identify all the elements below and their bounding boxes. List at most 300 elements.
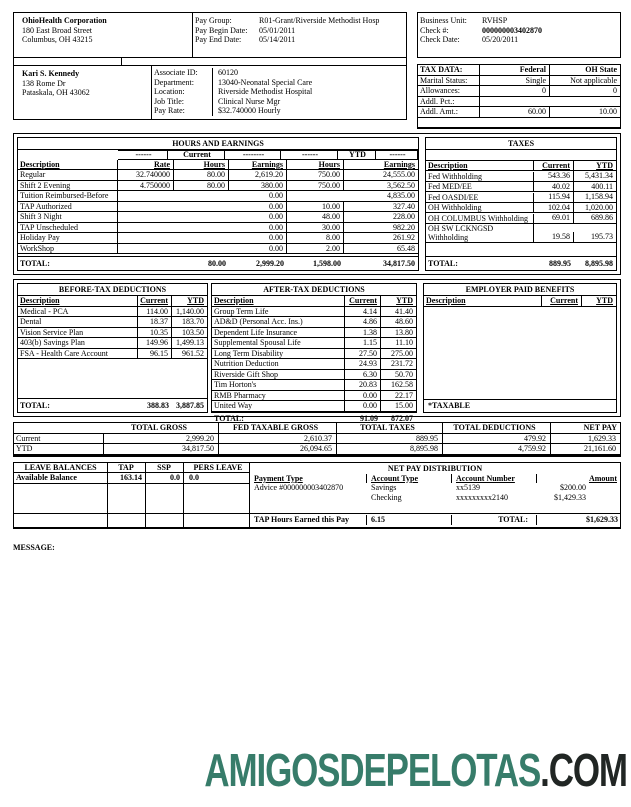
table-cell: 0.00 [229, 191, 287, 201]
table-cell: $1,629.33 [586, 515, 618, 525]
table-cell: 543.36 [534, 171, 574, 181]
table-cell: 26,094.65 [219, 444, 337, 454]
table-cell: 8,895.98 [337, 444, 443, 454]
table-cell: $32.740000 Hourly [212, 106, 406, 116]
table-cell: Hours [174, 160, 229, 170]
table-cell: 0.00 [345, 391, 381, 401]
table-cell: 5,431.34 [585, 171, 613, 180]
after-tax-row [212, 370, 416, 381]
table-cell: 69.01 [534, 213, 574, 223]
table-cell: 34,817.50 [104, 444, 219, 454]
table-cell: SSP [146, 463, 184, 473]
table-cell: TAP Hours Earned this Pay [250, 515, 367, 525]
table-cell: Federal [480, 65, 550, 75]
tax-data-row [418, 76, 620, 87]
table-cell: Account Number [452, 474, 537, 484]
table-cell: 103.50 [182, 327, 204, 337]
table-cell: 149.96 [138, 338, 172, 348]
hours-earnings-row [18, 212, 418, 223]
table-cell: TOTAL: [452, 515, 537, 525]
table-cell: 20.83 [345, 380, 381, 390]
leave-balances-table [14, 463, 250, 527]
table-cell: 10.35 [138, 328, 172, 338]
table-cell: 1,140.00 [176, 306, 204, 316]
table-cell: 10.00 [287, 202, 344, 212]
after-tax-row [212, 338, 416, 349]
table-cell: 1,629.33 [588, 433, 616, 443]
taxes-spacer [426, 150, 616, 161]
table-cell: 60120 [212, 68, 406, 78]
table-cell: Pay Group: [195, 16, 232, 25]
table-cell: 80.00 [174, 170, 229, 180]
table-cell: 2,999.20 [256, 258, 284, 268]
after-tax-deductions-table [211, 283, 417, 424]
table-cell: LEAVE BALANCES [14, 463, 108, 473]
table-cell: OH Withholding [426, 203, 534, 212]
table-cell: Nutrition Deduction [212, 359, 345, 369]
associate-info-table [152, 68, 406, 116]
table-cell: 2,610.37 [219, 434, 337, 444]
table-cell: 1,598.00 [313, 258, 341, 268]
after-tax-row [212, 359, 416, 370]
table-cell: RVHSP [482, 16, 508, 25]
tax-data-row [418, 97, 620, 108]
table-cell: 388.83 [147, 400, 169, 410]
table-cell: 24.93 [345, 359, 381, 369]
after-tax-rows [212, 307, 416, 412]
taxes-row [426, 182, 616, 193]
table-cell: Description [18, 296, 138, 306]
employer-benefits-title: EMPLOYER PAID BENEFITS [424, 284, 616, 296]
leave-netpay-band [13, 462, 621, 529]
taxes-row [426, 171, 616, 182]
associate-info-row [152, 68, 406, 78]
table-cell: 1.15 [345, 338, 381, 348]
table-cell: 32.740000 [118, 170, 174, 180]
header-right-column [417, 12, 621, 129]
table-cell: TAP [108, 463, 146, 473]
table-cell: 114.00 [138, 307, 172, 317]
employer-benefits-header-row [424, 296, 616, 307]
earnings-taxes-band [13, 133, 621, 275]
associate-info-row [152, 106, 406, 116]
pay-info-row [193, 35, 406, 45]
table-cell: ------ [118, 150, 168, 160]
net-pay-distribution-table [250, 463, 620, 527]
table-cell: 96.15 [138, 349, 172, 359]
table-cell: 889.95 [549, 258, 571, 268]
table-cell: Tim Horton's [212, 380, 345, 390]
npd-header-row [250, 474, 620, 484]
table-cell: 183.70 [182, 317, 204, 326]
taxes-header-row [426, 161, 616, 172]
table-cell: YTD [187, 296, 204, 305]
table-cell: 41.40 [395, 306, 413, 316]
table-cell: $1,429.33 [554, 492, 586, 502]
table-cell: 13.80 [395, 327, 413, 337]
table-cell: 05/14/2011 [259, 35, 296, 44]
table-cell: Current [542, 296, 582, 306]
before-tax-row [18, 349, 207, 360]
table-cell: 0.00 [229, 244, 287, 254]
table-cell: Addl. Amt.: [418, 107, 480, 117]
hours-earnings-row [18, 244, 418, 255]
taxes-total [426, 256, 616, 270]
employee-address-line1: 138 Rome Dr [22, 78, 66, 88]
taxes-rows [426, 171, 616, 243]
table-cell: 102.04 [534, 203, 574, 213]
watermark-brand: AMIGOSDEPELOTAS [204, 744, 541, 796]
table-cell: Check Date: [420, 35, 460, 44]
table-cell: Earnings [383, 159, 415, 169]
table-cell: 19.58 [534, 232, 574, 242]
table-cell: Associate ID: [154, 68, 198, 77]
table-cell: Amount [588, 473, 617, 483]
table-cell: xx5139 [456, 483, 480, 492]
tax-data-row [418, 86, 620, 97]
company-address-line1: 180 East Broad Street [22, 25, 92, 35]
table-cell: Tuition Reimbursed-Before [18, 191, 118, 201]
employee-name: Kari S. Kennedy [22, 69, 80, 78]
hours-earnings-row [18, 233, 418, 244]
after-tax-row [212, 391, 416, 402]
table-cell: Dependent Life Insurance [212, 328, 345, 338]
table-cell: Clinical Nurse Mgr [212, 97, 406, 107]
table-cell: 6.15 [367, 515, 452, 525]
taxes-table [425, 137, 617, 271]
company-box [13, 12, 193, 58]
table-cell: 275.00 [391, 348, 413, 358]
employee-box [13, 66, 152, 120]
table-cell: 15.00 [395, 401, 413, 410]
table-cell: Current [534, 161, 574, 171]
table-cell: 0 [613, 86, 617, 95]
table-cell: Hours [287, 160, 344, 170]
table-cell: TOTAL TAXES [337, 423, 443, 433]
company-name: OhioHealth Corporation [22, 16, 107, 25]
table-cell: 60.00 [480, 107, 550, 117]
table-cell: Payment Type [250, 474, 367, 484]
taxes-row [426, 192, 616, 203]
table-cell: Fed Withholding [426, 172, 534, 181]
table-cell: 115.94 [534, 192, 574, 202]
table-cell: 30.00 [287, 223, 344, 233]
before-tax-row [18, 328, 207, 339]
company-address-line2: Columbus, OH 43215 [22, 35, 93, 44]
watermark [205, 744, 627, 796]
npd-rows [250, 483, 620, 502]
table-cell: 65.48 [397, 243, 415, 253]
table-cell: Description [18, 160, 118, 170]
leave-row [14, 473, 249, 484]
table-cell: Dental [18, 317, 138, 327]
table-cell: Long Term Disability [212, 349, 345, 359]
table-cell: TOTAL: [20, 400, 50, 410]
table-cell: 1,020.00 [585, 202, 613, 212]
after-tax-row [212, 328, 416, 339]
taxes-header [426, 161, 616, 172]
table-cell: TOTAL DEDUCTIONS [443, 423, 551, 433]
table-cell: 961.52 [182, 348, 204, 358]
npd-row [250, 483, 620, 493]
hours-earnings-group-header [18, 150, 418, 160]
hours-earnings-row [18, 191, 418, 202]
table-cell: Pay Rate: [154, 106, 185, 115]
table-cell: TAP Unscheduled [18, 223, 118, 233]
table-cell: 982.20 [393, 222, 415, 232]
employer-paid-benefits-table [423, 283, 617, 413]
hours-earnings-total [18, 256, 418, 270]
tax-data-header-row [418, 65, 620, 76]
table-cell: Check #: [420, 25, 449, 35]
table-cell: 11.10 [395, 338, 413, 347]
check-info-row [418, 16, 620, 26]
hours-earnings-group-row [18, 150, 418, 160]
table-cell: Current [138, 296, 172, 306]
table-cell: Riverside Gift Shop [212, 370, 345, 380]
table-cell: 91.09 [360, 414, 378, 424]
table-cell: 0.00 [229, 212, 287, 222]
table-cell: 27.50 [345, 349, 381, 359]
table-cell: Department: [154, 77, 194, 87]
before-tax-rows [18, 307, 207, 360]
table-cell: TAX DATA: [418, 65, 480, 75]
npd-header [250, 474, 620, 484]
summary-header-row [14, 423, 620, 434]
table-cell: 689.86 [591, 213, 613, 222]
table-cell: Available Balance [14, 473, 108, 483]
table-cell: 2,619.20 [229, 170, 287, 180]
table-cell: AD&D (Personal Acc. Ins.) [212, 317, 345, 327]
before-tax-row [18, 317, 207, 328]
message-label: MESSAGE: [13, 542, 55, 552]
table-cell: WorkShop [18, 244, 118, 254]
table-cell: 3,887.85 [176, 400, 204, 410]
table-cell: Allowances: [418, 86, 480, 96]
table-cell: Current [168, 150, 225, 160]
table-cell: 889.95 [337, 434, 443, 444]
table-cell: United Way [212, 401, 345, 411]
npd-row [250, 493, 620, 503]
table-cell: ------ [281, 150, 338, 160]
table-cell: Supplemental Spousal Life [212, 338, 345, 348]
associate-info-row [152, 87, 406, 97]
taxes-row [426, 224, 616, 243]
table-cell: 21,161.60 [584, 444, 616, 453]
tax-data-rows [418, 76, 620, 129]
hours-earnings-table [17, 137, 419, 271]
leave-rows [14, 473, 249, 484]
table-cell: YTD [596, 160, 613, 170]
hours-earnings-row [18, 181, 418, 192]
table-cell: 50.70 [395, 369, 413, 379]
table-cell: Fed MED/EE [426, 182, 534, 191]
table-cell: Description [426, 161, 534, 170]
table-cell: 380.00 [229, 181, 287, 191]
table-cell: 4,759.92 [443, 444, 551, 454]
table-cell: Business Unit: [420, 16, 467, 25]
before-tax-row [18, 338, 207, 349]
before-tax-header [18, 296, 207, 307]
table-cell: TOTAL: [214, 414, 244, 424]
table-cell: TOTAL GROSS [104, 423, 219, 433]
taxes-spacer-row [426, 150, 616, 161]
header-band [13, 12, 621, 129]
leave-header [14, 463, 249, 474]
summary-rows [14, 434, 620, 455]
divider-strip [13, 58, 407, 66]
tax-data-row [418, 107, 620, 118]
table-cell: Marital Status: [418, 76, 480, 86]
pay-info-row [193, 26, 406, 36]
table-cell: 2.00 [287, 244, 344, 254]
table-cell: 05/01/2011 [259, 25, 296, 35]
before-tax-row [18, 307, 207, 318]
table-cell: 0.00 [345, 401, 381, 411]
table-cell: xxxxxxxxx2140 [456, 492, 508, 502]
table-cell: Pay End Date: [195, 35, 242, 44]
table-cell: Riverside Methodist Hospital [212, 87, 406, 97]
table-cell: 261.92 [393, 233, 415, 242]
table-cell: 162.58 [391, 380, 413, 389]
hours-earnings-row [18, 202, 418, 213]
table-cell: 4.750000 [118, 181, 174, 191]
hours-earnings-rows [18, 170, 418, 254]
table-cell: 4.14 [345, 307, 381, 317]
table-cell: PERS LEAVE [193, 462, 243, 472]
table-cell: 231.72 [391, 359, 413, 368]
table-cell: 872.07 [391, 414, 413, 424]
table-cell: 05/20/2011 [482, 35, 519, 44]
table-cell: 403(b) Savings Plan [18, 338, 138, 348]
table-cell: 163.14 [108, 473, 146, 483]
table-cell: $200.00 [560, 483, 586, 492]
table-cell: 327.40 [393, 201, 415, 211]
table-cell: TOTAL: [20, 258, 50, 268]
table-cell: -------- [225, 150, 281, 160]
before-tax-total-row [18, 398, 207, 412]
employer-benefits-header [424, 296, 616, 307]
table-cell: Earnings [229, 160, 287, 170]
leave-header-row [14, 463, 249, 474]
paystub-document [13, 12, 621, 552]
table-cell: RMB Pharmacy [212, 391, 345, 401]
table-cell: 8.00 [287, 233, 344, 243]
associate-info-row [152, 78, 406, 88]
table-cell: Single [480, 76, 550, 86]
table-cell: 40.02 [534, 182, 574, 192]
table-cell: FED TAXABLE GROSS [219, 423, 337, 433]
table-cell: 228.00 [393, 212, 415, 221]
taxable-note: *TAXABLE [424, 399, 616, 412]
table-cell: Shift 2 Evening [18, 181, 118, 191]
table-cell: 750.00 [287, 181, 344, 191]
table-cell: 10.00 [599, 107, 617, 116]
table-cell: Job Title: [154, 96, 185, 106]
check-info-row [418, 26, 620, 36]
after-tax-title: AFTER-TAX DEDUCTIONS [212, 284, 416, 296]
table-cell: 400.11 [591, 181, 613, 191]
table-cell: 0.00 [229, 223, 287, 233]
table-cell: 34,817.50 [383, 258, 415, 268]
leave-filler [14, 484, 249, 513]
table-cell: 4,835.00 [387, 191, 415, 200]
table-cell: Location: [154, 87, 185, 96]
table-cell: Vision Service Plan [18, 328, 138, 338]
npd-total-row [250, 513, 620, 527]
summary-row [14, 434, 620, 445]
employee-address-line2: Pataskala, OH 43062 [22, 88, 90, 97]
table-cell: 0.0 [189, 473, 199, 482]
before-tax-title: BEFORE-TAX DEDUCTIONS [18, 284, 207, 296]
check-info-table [418, 16, 620, 45]
table-cell: 0.0 [146, 473, 184, 483]
table-cell: 8,895.98 [585, 258, 613, 268]
tax-data-table [417, 64, 621, 129]
taxes-total-row [426, 256, 616, 270]
table-cell: 22.17 [395, 390, 413, 400]
table-cell: YTD [396, 296, 413, 305]
pay-info-table [193, 16, 406, 45]
before-tax-total [18, 398, 207, 412]
table-cell: Holiday Pay [18, 233, 118, 243]
table-cell: Addl. Pct.: [418, 97, 480, 107]
table-cell: 48.00 [287, 212, 344, 222]
table-cell: Advice #000000003402870 [254, 483, 344, 492]
table-cell: 80.00 [208, 258, 226, 268]
table-cell: FSA - Health Care Account [18, 349, 138, 359]
after-tax-row [212, 401, 416, 412]
leave-bottom-row [14, 513, 249, 527]
table-cell: Pay Begin Date: [195, 25, 248, 35]
table-cell: 13040-Neonatal Special Care [212, 78, 406, 88]
table-cell: Group Term Life [212, 307, 345, 317]
after-tax-header [212, 296, 416, 307]
associate-info-row [152, 97, 406, 107]
table-cell: 479.92 [443, 434, 551, 444]
table-cell: OH State [585, 65, 617, 74]
pay-info-row [193, 16, 406, 26]
pay-info-box [193, 12, 407, 58]
table-cell: R01-Grant/Riverside Methodist Hosp [259, 16, 380, 25]
tax-data-header [418, 65, 620, 76]
associate-box [152, 66, 407, 120]
table-cell: 2,999.20 [104, 434, 219, 444]
table-cell: 48.60 [395, 317, 413, 326]
after-tax-row [212, 317, 416, 328]
taxes-row [426, 213, 616, 224]
before-tax-header-row [18, 296, 207, 307]
hours-earnings-row [18, 170, 418, 181]
taxes-title: TAXES [426, 138, 616, 150]
table-cell: Not applicable [570, 75, 617, 85]
table-cell: 80.00 [174, 181, 229, 191]
check-info-box [417, 12, 621, 58]
table-cell: Description [424, 296, 542, 306]
table-cell: 4.86 [345, 317, 381, 327]
after-tax-row [212, 380, 416, 391]
table-cell: TAP Authorized [18, 202, 118, 212]
table-cell: Rate [118, 160, 174, 170]
table-cell: Current [345, 296, 381, 306]
hours-earnings-title: HOURS AND EARNINGS [18, 138, 418, 150]
table-cell: Fed OASDI/EE [426, 193, 534, 202]
summary-header [14, 423, 620, 434]
table-cell: Description [212, 296, 345, 306]
table-cell: 0 [480, 86, 550, 96]
after-tax-header-row [212, 296, 416, 307]
table-cell: YTD [14, 444, 104, 454]
